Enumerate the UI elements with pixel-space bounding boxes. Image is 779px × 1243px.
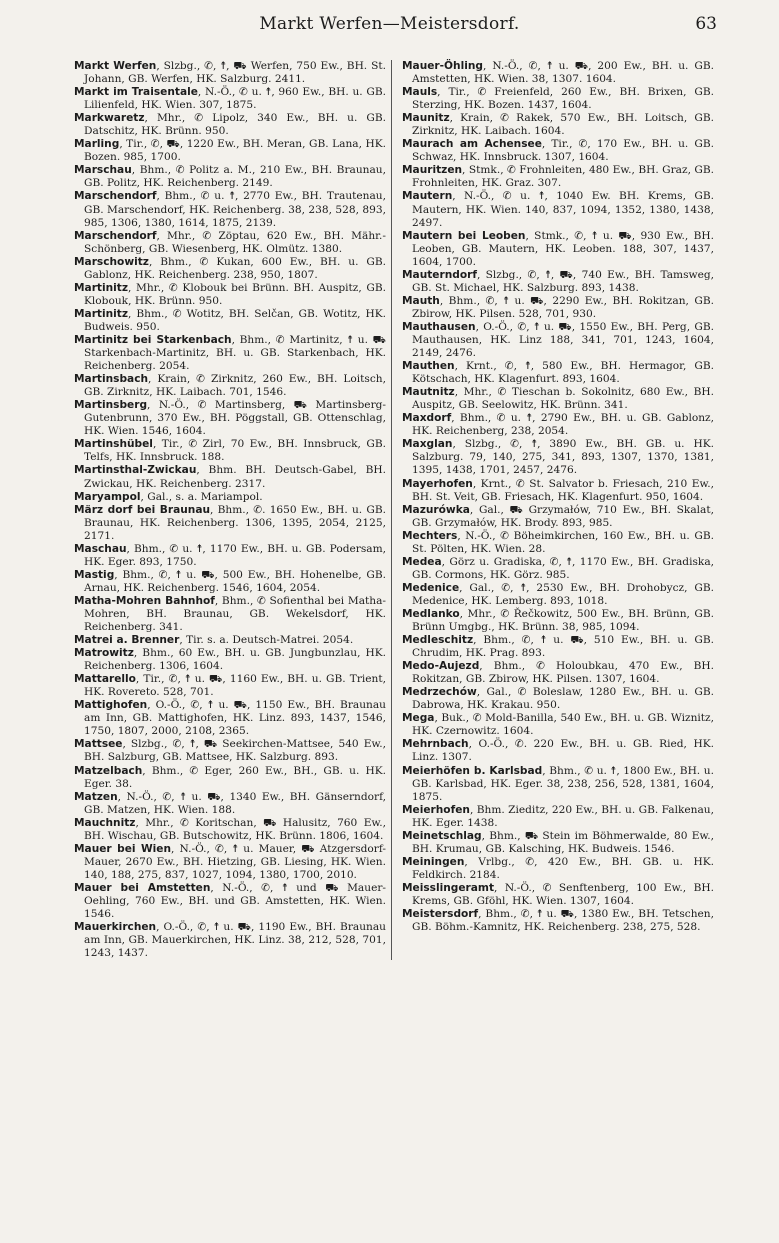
place-name: Mastig [74,568,115,581]
entry-details: , Mhr., ✆ Klobouk bei Brünn. BH. Auspitz, GB. Klobouk, HK. Brünn. 950. [84,281,386,307]
place-name: Mauerkirchen [74,921,157,934]
right-column [402,60,714,960]
entry-details: , Krnt., ✆ St. Salvator b. Friesach, 210 Ew., BH. St. Veit, GB. Friesach, HK. Klagenfurt. 950, 1604. [412,477,714,503]
entry-details: , O.-Ö., ✆, ☨ u. ⛟, 1550 Ew., BH. Perg, GB. Mauthausen, HK. Linz 188, 341, 701, 1243, 1604, 2149, 2476. [412,320,714,360]
place-name: Martinitz [74,281,129,294]
gazetteer-entry [402,765,714,804]
gazetteer-entry [74,334,386,373]
entry-details: , Bhm., ✆, ☨ u. ⛟, 1380 Ew., BH. Tetschen, GB. Böhm.-Kamnitz, HK. Reichenberg. 238, 275, 528. [412,908,714,934]
place-name: Matha-Mohren Bahnhof [74,594,215,607]
gazetteer-entry [74,843,386,882]
gazetteer-entry [74,765,386,791]
entry-details: , Bhm., ✆ u. ☨, 1170 Ew., BH. u. GB. Podersam, HK. Eger. 893, 1750. [84,542,386,568]
gazetteer-entry [74,491,386,504]
gazetteer-entry [402,908,714,934]
gazetteer-entry [402,112,714,138]
place-name: Mauterndorf [402,268,477,281]
gazetteer-entry [402,660,714,686]
gazetteer-entry [74,569,386,595]
gazetteer-entry [74,595,386,634]
gazetteer-entry [74,399,386,438]
place-name: Mattighofen [74,699,148,712]
left-column [74,60,392,960]
entry-details: , Mhr., ✆ Lipolz, 340 Ew., BH. u. GB. Datschitz, HK. Brünn. 950. [84,112,386,138]
entry-details: , Bhm., ✆, ☨ u. ⛟, 510 Ew., BH. u. GB. Chrudim, HK. Prag. 893. [412,634,714,660]
entry-details: , Tir. s. a. Deutsch-Matrei. 2054. [179,634,354,647]
place-name: Markt Werfen [74,60,157,72]
entry-details: , N.-Ö., ✆ u. ☨, 960 Ew., BH. u. GB. Lilienfeld, HK. Wien. 307, 1875. [84,86,386,112]
entry-details: , Tir., ✆, ⛟, 1220 Ew., BH. Meran, GB. Lana, HK. Bozen. 985, 1700. [84,138,386,164]
gazetteer-entry [402,164,714,190]
gazetteer-entry [402,582,714,608]
place-name: Mayerhofen [402,477,473,490]
place-name: Maunitz [402,112,450,125]
place-name: Medrzechów [402,686,477,699]
entry-details: , Stmk., ✆ Frohnleiten, 480 Ew., BH. Graz, GB. Frohnleiten, HK. Graz. 307. [412,164,714,190]
entry-details: , N.-Ö., ✆ Martinsberg, ⛟ Martinsberg-Gutenbrunn, 370 Ew., BH. Pöggstall, GB. Ottenschlag, HK. Wien. 1546, 1604. [84,399,386,438]
place-name: Mautnitz [402,386,455,399]
gazetteer-entry [74,634,386,647]
gazetteer-entry [402,60,714,86]
entry-details: , Gal., ✆ Boleslaw, 1280 Ew., BH. u. GB. Dabrowa, HK. Krakau. 950. [412,686,714,712]
place-name: Meinetschlag [402,829,482,842]
entry-details: , Bhm. Zieditz, 220 Ew., BH. u. GB. Falkenau, HK. Eger. 1438. [412,803,714,829]
place-name: Markwaretz [74,112,145,125]
place-name: Mega [402,712,435,725]
entry-details: , Bhm., ✆ Kukan, 600 Ew., BH. u. GB. Gablonz, HK. Reichenberg. 238, 950, 1807. [84,255,386,281]
entry-details: , Buk., ✆ Mold-Banilla, 540 Ew., BH. u. GB. Wiznitz, HK. Czernowitz. 1604. [412,712,714,738]
entry-details: , Gal., ✆, ☨, 2530 Ew., BH. Drohobycz, GB. Medenice, HK. Lemberg. 893, 1018. [412,581,714,607]
entry-details: , N.-Ö., ✆ Böheimkirchen, 160 Ew., BH. u. GB. St. Pölten, HK. Wien. 28. [412,529,714,555]
entry-details: , Slzbg., ✆, ☨, ⛟ Seekirchen-Mattsee, 540 Ew., BH. Salzburg, GB. Mattsee, HK. Salzburg. 893. [84,738,386,764]
place-name: Medea [402,555,442,568]
place-name: Maurach am Achensee [402,138,542,151]
entry-details: , Bhm., ✆ Martinitz, ☨ u. ⛟ Starkenbach-Martinitz, BH. u. GB. Starkenbach, HK. Reichenberg. 2054. [84,333,386,373]
entry-details: , Bhm., ✆ u. ☨, 1800 Ew., BH. u. GB. Karlsbad, HK. Eger. 38, 238, 256, 528, 1381, 1604, 1875. [412,764,714,803]
place-name: Mazurówka [402,503,470,516]
place-name: Medenice [402,581,460,594]
page-header [0,14,779,40]
gazetteer-entry [402,530,714,556]
gazetteer-entry [402,269,714,295]
place-name: Mattarello [74,673,136,686]
gazetteer-entry [402,634,714,660]
gazetteer-entry [74,164,386,190]
place-name: Medleschitz [402,634,474,647]
entry-details: , Krain, ✆ Rakek, 570 Ew., BH. Loitsch, GB. Zirknitz, HK. Laibach. 1604. [412,112,714,138]
entry-details: , Mhr., ✆ Zöptau, 620 Ew., BH. Mähr.-Schönberg, GB. Wiesenberg, HK. Olmütz. 1380. [84,229,386,255]
entry-details: , N.-Ö., ✆ Senftenberg, 100 Ew., BH. Krems, GB. Gföhl, HK. Wien. 1307, 1604. [412,881,714,907]
place-name: Martinitz bei Starkenbach [74,333,232,346]
entry-details: , Tir., ✆, 170 Ew., BH. u. GB. Schwaz, HK. Innsbruck. 1307, 1604. [412,138,714,164]
gazetteer-entry [402,504,714,530]
entry-details: , O.-Ö., ✆. 220 Ew., BH. u. GB. Ried, HK. Linz. 1307. [412,738,714,764]
place-name: Martinitz [74,307,129,320]
gazetteer-entry [74,673,386,699]
gazetteer-entry [74,230,386,256]
place-name: Mauer bei Wien [74,842,172,855]
gazetteer-entry [402,882,714,908]
gazetteer-entry [74,112,386,138]
gazetteer-entry [74,647,386,673]
entry-details: , Bhm., ✆. 1650 Ew., BH. u. GB. Braunau, HK. Reichenberg. 1306, 1395, 2054, 2125, 2171. [84,503,386,542]
entry-details: , Vrlbg., ✆, 420 Ew., BH. GB. u. HK. Feldkirch. 2184. [412,855,714,881]
gazetteer-entry [402,386,714,412]
gazetteer-entry [402,712,714,738]
place-name: Mauls [402,86,438,99]
gazetteer-entry [402,360,714,386]
place-name: Marschendorf [74,229,157,242]
gazetteer-entry [74,817,386,843]
entry-details: , N.-Ö., ✆, ☨ u. ⛟, 1340 Ew., BH. Gänserndorf, GB. Matzen, HK. Wien. 188. [84,790,386,816]
gazetteer-entry [402,478,714,504]
entry-details: , O.-Ö., ✆, ☨ u. ⛟, 1190 Ew., BH. Braunau am Inn, GB. Mauerkirchen, HK. Linz. 38, 212, 528, 701, 1243, 1437. [84,921,386,960]
place-name: Meierhofen [402,803,470,816]
gazetteer-body [74,60,714,960]
entry-details: , Gal., s. a. Mariampol. [140,490,263,503]
gazetteer-entry [74,738,386,764]
place-name: Matzen [74,790,118,803]
entry-details: , Bhm., ✆, ☨ u. ⛟, 500 Ew., BH. Hohenelbe, GB. Arnau, HK. Reichenberg. 1546, 1604, 2054. [84,568,386,594]
place-name: Matrei a. Brenner [74,634,180,647]
place-name: Mechters [402,529,458,542]
entry-details: , Bhm., 60 Ew., BH. u. GB. Jungbunzlau, HK. Reichenberg. 1306, 1604. [84,647,386,673]
place-name: Mauthen [402,360,455,373]
place-name: Marschau [74,164,132,177]
gazetteer-entry [74,438,386,464]
place-name: März dorf bei Braunau [74,503,211,516]
gazetteer-entry [402,830,714,856]
entry-details: , Görz u. Gradiska, ✆, ☨, 1170 Ew., BH. Gradiska, GB. Cormons, HK. Görz. 985. [412,555,714,581]
place-name: Meierhöfen b. Karlsbad [402,764,543,777]
entry-details: , Bhm. BH. Deutsch-Gabel, BH. Zwickau, HK. Reichenberg. 2317. [84,464,386,490]
place-name: Martinshübel [74,438,153,451]
entry-details: , O.-Ö., ✆, ☨ u. ⛟, 1150 Ew., BH. Braunau am Inn, GB. Mattighofen, HK. Linz. 893, 1437, 1546, 1750, 1807, 2000, 2108, 2365. [84,699,386,738]
place-name: Medlanko [402,607,460,620]
gazetteer-entry [74,282,386,308]
place-name: Marschowitz [74,255,149,268]
gazetteer-entry [402,412,714,438]
place-name: Mauer bei Amstetten [74,881,211,894]
gazetteer-entry [402,295,714,321]
place-name: Martinsthal-Zwickau [74,464,197,477]
gazetteer-entry [402,804,714,830]
gazetteer-entry [74,86,386,112]
place-name: Medo-Aujezd [402,660,480,673]
page-number: 63 [695,14,717,34]
entry-details: , Slzbg., ✆, ☨, ⛟, 740 Ew., BH. Tamsweg, GB. St. Michael, HK. Salzburg. 893, 1438. [412,268,714,294]
entry-details: , Slzbg., ✆, ☨, 3890 Ew., BH. GB. u. HK. Salzburg. 79, 140, 275, 341, 893, 1307, 1370, 1381, 1395, 1438, 1701, 2457, 2476. [412,438,714,477]
gazetteer-entry [402,230,714,269]
place-name: Maschau [74,542,127,555]
place-name: Meiningen [402,855,465,868]
entry-details: , Bhm., ⛟ Stein im Böhmerwalde, 80 Ew., BH. Krumau, GB. Kalsching, HK. Budweis. 1546. [412,829,714,855]
entry-details: , Gal., ⛟ Grzymałów, 710 Ew., BH. Skalat, GB. Grzymałów, HK. Brody. 893, 985. [412,503,714,529]
place-name: Mauritzen [402,164,463,177]
gazetteer-entry [74,699,386,738]
place-name: Matrowitz [74,647,134,660]
gazetteer-entry [402,738,714,764]
place-name: Mautern [402,190,453,203]
entry-details: , Tir., ✆, ☨ u. ⛟, 1160 Ew., BH. u. GB. Trient, HK. Rovereto. 528, 701. [84,673,386,699]
gazetteer-entry [402,686,714,712]
entry-details: , N.-Ö., ✆, ☨ u. ⛟, 200 Ew., BH. u. GB. Amstetten, HK. Wien. 38, 1307. 1604. [412,60,714,86]
entry-details: , Bhm., ✆, ☨ u. ⛟, 2290 Ew., BH. Rokitzan, GB. Zbirow, HK. Pilsen. 528, 701, 930. [412,294,714,320]
gazetteer-entry [74,464,386,490]
running-title: Markt Werfen—Meistersdorf. [259,14,520,34]
gazetteer-entry [74,504,386,543]
gazetteer-entry [402,856,714,882]
entry-details: , Krnt., ✆, ☨, 580 Ew., BH. Hermagor, GB. Kötschach, HK. Klagenfurt. 893, 1604. [412,360,714,386]
place-name: Mauth [402,294,440,307]
place-name: Mattsee [74,738,123,751]
gazetteer-entry [74,190,386,229]
place-name: Markt im Traisentale [74,86,198,99]
entry-details: , N.-Ö., ✆ u. ☨, 1040 Ew. BH. Krems, GB. Mautern, HK. Wien. 140, 837, 1094, 1352, 1380, 1438, 2497. [412,190,714,229]
place-name: Martinsberg [74,399,148,412]
entry-details: , N.-Ö., ✆, ☨ und ⛟ Mauer-Oehling, 760 Ew., BH. und GB. Amstetten, HK. Wien. 1546. [84,881,386,921]
entry-details: , Bhm., ✆ Sofienthal bei Matha-Mohren, BH. Braunau, GB. Wekelsdorf, HK. Reichenberg. 341. [84,594,386,634]
place-name: Meistersdorf [402,908,479,921]
gazetteer-entry [402,138,714,164]
entry-details: , Stmk., ✆, ☨ u. ⛟, 930 Ew., BH. Leoben, GB. Mautern, HK. Leoben. 188, 307, 1437, 1604, 1700. [412,229,714,268]
gazetteer-entry [74,308,386,334]
gazetteer-entry [74,791,386,817]
place-name: Mautern bei Leoben [402,229,526,242]
gazetteer-entry [402,608,714,634]
place-name: Mauer-Öhling [402,60,483,72]
gazetteer-entry [402,556,714,582]
entry-details: , Bhm., ✆ Eger, 260 Ew., BH., GB. u. HK. Eger. 38. [84,764,386,790]
gazetteer-entry [402,190,714,229]
place-name: Mehrnbach [402,738,469,751]
entry-details: , Bhm., ✆ u. ☨, 2790 Ew., BH. u. GB. Gablonz, HK. Reichenberg, 238, 2054. [412,412,714,438]
entry-details: , Bhm., ✆ Holoubkau, 470 Ew., BH. Rokitzan, GB. Zbirow, HK. Pilsen. 1307, 1604. [412,660,714,686]
gazetteer-entry [74,543,386,569]
place-name: Meisslingeramt [402,881,495,894]
gazetteer-entry [74,882,386,921]
place-name: Mauchnitz [74,816,136,829]
place-name: Marschendorf [74,190,157,203]
gazetteer-entry [74,60,386,86]
gazetteer-entry [402,438,714,477]
entry-details: , Slzbg., ✆, ☨, ⛟ Werfen, 750 Ew., BH. St. Johann, GB. Werfen, HK. Salzburg. 2411. [84,60,387,86]
entry-details: , Mhr., ✆ Koritschan, ⛟ Halusitz, 760 Ew., BH. Wischau, GB. Butschowitz, HK. Brünn. 1806, 1604. [84,816,386,842]
gazetteer-entry [74,138,386,164]
place-name: Matzelbach [74,764,143,777]
place-name: Maxglan [402,438,453,451]
gazetteer-entry [74,921,386,960]
place-name: Mauthausen [402,320,476,333]
place-name: Martinsbach [74,373,149,386]
entry-details: , Krain, ✆ Zirknitz, 260 Ew., BH. Loitsch, GB. Zirknitz, HK. Laibach. 701, 1546. [84,373,386,399]
gazetteer-entry [402,321,714,360]
entry-details: , Bhm., ✆ Wotitz, BH. Selčan, GB. Wotitz, HK. Budweis. 950. [84,307,386,333]
entry-details: , Mhr., ✆ Tieschan b. Sokolnitz, 680 Ew., BH. Auspitz, GB. Seelowitz, HK. Brünn. 341. [412,386,714,412]
gazetteer-entry [74,373,386,399]
entry-details: , Tir., ✆ Freienfeld, 260 Ew., BH. Brixen, GB. Sterzing, HK. Bozen. 1437, 1604. [412,86,714,112]
gazetteer-entry [402,86,714,112]
entry-details: , N.-Ö., ✆, ☨ u. Mauer, ⛟ Atzgersdorf-Mauer, 2670 Ew., BH. Hietzing, GB. Liesing, HK. Wien. 140, 188, 275, 837, 1027, 1094, 1380, 1700, 2010. [84,842,386,881]
entry-details: , Bhm., ✆ Politz a. M., 210 Ew., BH. Braunau, GB. Politz, HK. Reichenberg. 2149. [84,164,386,190]
place-name: Maryampol [74,490,141,503]
gazetteer-entry [74,256,386,282]
entry-details: , Tir., ✆ Zirl, 70 Ew., BH. Innsbruck, GB. Telfs, HK. Innsbruck. 188. [84,438,386,464]
entry-details: , Mhr., ✆ Řečkowitz, 500 Ew., BH. Brünn, GB. Brünn Umgbg., HK. Brünn. 38, 985, 1094. [412,607,714,634]
entry-details: , Bhm., ✆ u. ☨, 2770 Ew., BH. Trautenau, GB. Marschendorf, HK. Reichenberg. 38, 238, 528, 893, 985, 1306, 1380, 1614, 1875, 2139. [84,190,386,229]
place-name: Marling [74,138,120,151]
place-name: Maxdorf [402,412,452,425]
